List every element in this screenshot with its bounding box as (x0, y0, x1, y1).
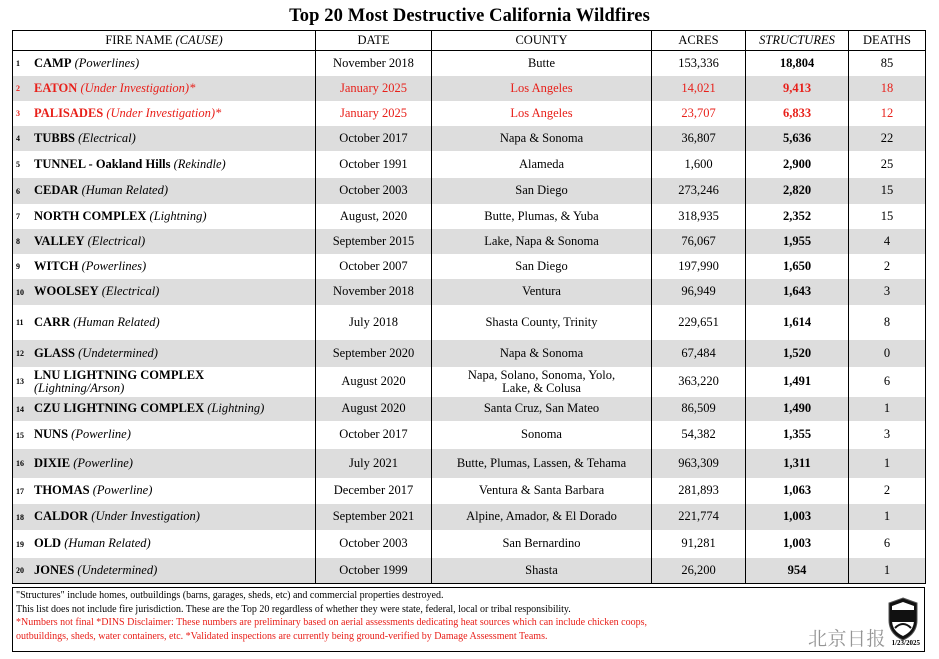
fire-date: October 2003 (316, 178, 432, 204)
fire-county: Santa Cruz, San Mateo (432, 397, 652, 421)
rank: 13 (16, 377, 24, 386)
fire-acres: 67,484 (652, 340, 746, 367)
fire-county (432, 367, 652, 397)
fire-structures: 1,650 (746, 254, 849, 279)
fire-cause: (Human Related) (81, 183, 169, 197)
fire-acres: 91,281 (652, 530, 746, 558)
fire-structures: 1,003 (746, 530, 849, 558)
fire-date: November 2018 (316, 51, 432, 76)
fire-acres: 318,935 (652, 204, 746, 229)
rank: 5 (16, 160, 20, 170)
fire-deaths: 18 (849, 76, 926, 101)
fire-cause: (Human Related) (73, 314, 160, 329)
fire-cause: (Undetermined) (78, 345, 158, 360)
fire-date: August 2020 (316, 397, 432, 421)
fire-structures: 5,636 (746, 126, 849, 151)
table-row (13, 305, 926, 340)
fire-name-cell (13, 279, 316, 305)
table-row (13, 76, 926, 101)
header-acres: ACRES (652, 31, 746, 51)
fire-cause: (Electrical) (87, 233, 146, 248)
fire-deaths: 4 (849, 229, 926, 254)
fire-deaths: 25 (849, 151, 926, 178)
fire-structures: 1,491 (746, 367, 849, 397)
fire-county: Napa & Sonoma (432, 126, 652, 151)
fire-cause: (Under Investigation) (91, 509, 200, 523)
fire-name-cell (13, 449, 316, 478)
fire-cause: (Rekindle) (173, 156, 226, 171)
table-row (13, 279, 926, 305)
fire-cause: (Powerline) (73, 455, 133, 470)
fire-date: October 2003 (316, 530, 432, 558)
fire-county: San Bernardino (432, 530, 652, 558)
table-row (13, 101, 926, 126)
rank: 19 (16, 539, 24, 549)
table-row (13, 397, 926, 421)
fire-date: December 2017 (316, 478, 432, 504)
fire-date: September 2020 (316, 340, 432, 367)
fire-structures: 954 (746, 558, 849, 584)
fire-date: August, 2020 (316, 204, 432, 229)
fire-name-cell (13, 178, 316, 204)
fire-county: Ventura & Santa Barbara (432, 478, 652, 504)
fire-cause: (Powerline) (92, 483, 153, 497)
fire-date: October 1991 (316, 151, 432, 178)
fire-structures: 2,820 (746, 178, 849, 204)
fire-date: January 2025 (316, 76, 432, 101)
fire-date: January 2025 (316, 101, 432, 126)
rank: 7 (16, 212, 20, 222)
fire-cause: (Lightning/Arson) (34, 380, 125, 395)
fire-name: GLASS (34, 345, 75, 360)
fire-county: Butte (432, 51, 652, 76)
rank: 4 (16, 134, 20, 144)
fire-deaths: 22 (849, 126, 926, 151)
fire-acres: 153,336 (652, 51, 746, 76)
rank: 10 (16, 287, 24, 297)
fire-cause: (Powerline) (71, 427, 131, 441)
rank: 15 (16, 430, 24, 440)
fire-deaths: 1 (849, 558, 926, 584)
rank: 1 (16, 59, 20, 69)
footer-line-2: This list does not include fire jurisdiction. These are the Top 20 regardless of whether they were state, federal, local or tribal responsibility. (16, 603, 571, 615)
fire-cause: (Electrical) (78, 130, 136, 145)
fire-name-cell (13, 340, 316, 367)
watermark: 北京日报 (808, 628, 887, 650)
fire-name-cell (13, 478, 316, 504)
fire-name-cell (13, 254, 316, 279)
fire-date: October 1999 (316, 558, 432, 584)
table-row (13, 254, 926, 279)
fire-county: Napa & Sonoma (432, 340, 652, 367)
table-header-row (13, 31, 926, 51)
fire-deaths: 15 (849, 204, 926, 229)
fire-deaths: 12 (849, 101, 926, 126)
fire-deaths: 1 (849, 397, 926, 421)
fire-structures: 1,355 (746, 421, 849, 449)
fire-acres: 221,774 (652, 504, 746, 530)
fire-acres: 1,600 (652, 151, 746, 178)
table-row (13, 340, 926, 367)
fire-acres: 26,200 (652, 558, 746, 584)
fire-deaths: 6 (849, 367, 926, 397)
rank: 16 (16, 459, 24, 469)
fire-county: Los Angeles (432, 76, 652, 101)
footer-line-3: *Numbers not final *DINS Disclaimer: These numbers are preliminary based on aerial assessments dedicating heat sources which can include chicken coops, (16, 617, 648, 628)
fire-county: Alpine, Amador, & El Dorado (432, 504, 652, 530)
fire-structures: 1,490 (746, 397, 849, 421)
fire-name-cell (13, 530, 316, 558)
fire-date: July 2021 (316, 449, 432, 478)
fire-county: Shasta (432, 558, 652, 584)
fire-acres: 14,021 (652, 76, 746, 101)
logo-date: 1/23/2025 (891, 638, 920, 647)
table-row (13, 504, 926, 530)
fire-name-cell (13, 204, 316, 229)
fire-name-cell (13, 305, 316, 340)
fire-structures: 1,520 (746, 340, 849, 367)
fire-date: September 2021 (316, 504, 432, 530)
fire-name-cell (13, 101, 316, 126)
fire-county: Butte, Plumas, Lassen, & Tehama (432, 449, 652, 478)
fire-acres: 281,893 (652, 478, 746, 504)
rank: 8 (16, 237, 20, 247)
fire-date: July 2018 (316, 305, 432, 340)
fire-county: San Diego (432, 254, 652, 279)
footer-notes (12, 587, 925, 652)
fire-name-cell (13, 421, 316, 449)
fire-structures: 1,311 (746, 449, 849, 478)
fire-date: November 2018 (316, 279, 432, 305)
fire-structures: 1,643 (746, 279, 849, 305)
fire-structures: 1,063 (746, 478, 849, 504)
fire-date: October 2017 (316, 126, 432, 151)
fire-cause: (Under Investigation)* (106, 105, 222, 120)
fire-name: THOMAS (34, 483, 90, 497)
fire-acres: 23,707 (652, 101, 746, 126)
rank: 17 (16, 486, 24, 496)
table-row (13, 51, 926, 76)
fire-name-cell (13, 229, 316, 254)
table-row (13, 449, 926, 478)
fire-acres: 36,807 (652, 126, 746, 151)
header-structures-label: STRUCTURES (759, 33, 835, 47)
rank: 6 (16, 186, 20, 196)
header-deaths: DEATHS (849, 31, 926, 51)
rank: 2 (16, 84, 20, 94)
fire-structures: 6,833 (746, 101, 849, 126)
fire-acres: 76,067 (652, 229, 746, 254)
table-row (13, 126, 926, 151)
fire-name: TUBBS (34, 130, 75, 145)
table-row (13, 558, 926, 584)
fire-county: Los Angeles (432, 101, 652, 126)
fire-deaths: 6 (849, 530, 926, 558)
header-county: COUNTY (432, 31, 652, 51)
fire-name-cell (13, 504, 316, 530)
fire-county: Butte, Plumas, & Yuba (432, 204, 652, 229)
fire-name: OLD (34, 536, 62, 550)
fire-name-block (34, 369, 204, 395)
fire-acres: 54,382 (652, 421, 746, 449)
rank: 18 (16, 512, 24, 522)
table-row (13, 478, 926, 504)
fire-name-cell (13, 51, 316, 76)
table-row (13, 367, 926, 397)
fire-county: Ventura (432, 279, 652, 305)
fire-name-cell (13, 397, 316, 421)
fire-name: JONES (34, 562, 75, 577)
fire-cause: (Lightning) (149, 208, 207, 223)
fire-name: LNU LIGHTNING COMPLEX (34, 367, 205, 382)
fire-date: September 2015 (316, 229, 432, 254)
header-date: DATE (316, 31, 432, 51)
rank: 3 (16, 109, 20, 119)
fire-name: CZU LIGHTNING COMPLEX (34, 401, 205, 415)
table-row (13, 421, 926, 449)
fire-structures: 18,804 (746, 51, 849, 76)
fire-deaths: 0 (849, 340, 926, 367)
fire-name-cell (13, 126, 316, 151)
header-structures (746, 31, 849, 51)
fire-county: Sonoma (432, 421, 652, 449)
fire-cause: (Powerlines) (74, 55, 140, 70)
fire-structures: 2,900 (746, 151, 849, 178)
fire-structures: 2,352 (746, 204, 849, 229)
rank: 14 (16, 404, 24, 414)
footer-line-4: outbuildings, sheds, water containers, etc. *Validated inspections are currently being ground-verified by Damage Assessment Teams. (16, 630, 548, 642)
fire-deaths: 2 (849, 254, 926, 279)
fire-deaths: 1 (849, 449, 926, 478)
fire-date: August 2020 (316, 367, 432, 397)
fire-name: CEDAR (34, 183, 79, 197)
fire-cause: (Lightning) (207, 401, 265, 415)
fire-acres: 197,990 (652, 254, 746, 279)
header-fire-name (13, 31, 316, 51)
fire-deaths: 85 (849, 51, 926, 76)
fire-acres: 86,509 (652, 397, 746, 421)
fire-date: October 2017 (316, 421, 432, 449)
cal-fire-logo-icon (886, 596, 920, 642)
fire-name: CAMP (34, 55, 72, 70)
fire-acres: 273,246 (652, 178, 746, 204)
table-row (13, 530, 926, 558)
fire-cause: (Undetermined) (77, 562, 158, 577)
fire-county: Shasta County, Trinity (432, 305, 652, 340)
table-row (13, 178, 926, 204)
fire-acres: 963,309 (652, 449, 746, 478)
fire-deaths: 2 (849, 478, 926, 504)
fire-deaths: 15 (849, 178, 926, 204)
fire-name: NORTH COMPLEX (34, 208, 147, 223)
fire-name-cell (13, 151, 316, 178)
fire-county: San Diego (432, 178, 652, 204)
fire-name: PALISADES (34, 105, 104, 120)
fire-cause: (Electrical) (101, 284, 160, 298)
fire-deaths: 8 (849, 305, 926, 340)
fire-name-cell (13, 367, 316, 397)
table-row (13, 204, 926, 229)
fire-name: NUNS (34, 427, 69, 441)
fires-table (12, 30, 926, 584)
rank: 12 (16, 349, 24, 359)
fire-acres: 363,220 (652, 367, 746, 397)
fire-name: EATON (34, 80, 78, 95)
header-name-cause: (CAUSE) (175, 33, 223, 47)
fire-cause: (Human Related) (64, 536, 151, 550)
fire-structures: 1,955 (746, 229, 849, 254)
fire-name: CARR (34, 314, 71, 329)
fire-cause: (Under Investigation)* (80, 80, 196, 95)
table-row (13, 229, 926, 254)
fire-name: WOOLSEY (34, 284, 99, 298)
fire-county-line1: Napa, Solano, Sonoma, Yolo, (467, 367, 616, 382)
fire-acres: 229,651 (652, 305, 746, 340)
fire-county: Lake, Napa & Sonoma (432, 229, 652, 254)
rank: 20 (16, 566, 24, 576)
fire-name: DIXIE (34, 455, 71, 470)
fire-name: TUNNEL - Oakland Hills (34, 156, 171, 171)
fire-name: VALLEY (34, 233, 85, 248)
table-row (13, 151, 926, 178)
header-name-main: FIRE NAME (105, 33, 173, 47)
fire-deaths: 3 (849, 279, 926, 305)
rank: 11 (16, 318, 24, 328)
footer-line-1: "Structures" include homes, outbuildings (barns, garages, sheds, etc) and commercial properties destroyed. (16, 590, 444, 601)
fire-name-cell (13, 76, 316, 101)
fire-deaths: 3 (849, 421, 926, 449)
fire-deaths: 1 (849, 504, 926, 530)
page-title: Top 20 Most Destructive California Wildfires (289, 6, 650, 26)
fire-structures: 1,614 (746, 305, 849, 340)
fire-structures: 1,003 (746, 504, 849, 530)
fire-cause: (Powerlines) (81, 258, 147, 273)
fire-acres: 96,949 (652, 279, 746, 305)
fire-county-line2: Lake, & Colusa (502, 380, 581, 395)
fire-name: CALDOR (34, 509, 89, 523)
fire-name-cell (13, 558, 316, 584)
fire-date: October 2007 (316, 254, 432, 279)
fire-county: Alameda (432, 151, 652, 178)
fire-name: WITCH (34, 258, 79, 273)
rank: 9 (16, 262, 20, 272)
fire-structures: 9,413 (746, 76, 849, 101)
